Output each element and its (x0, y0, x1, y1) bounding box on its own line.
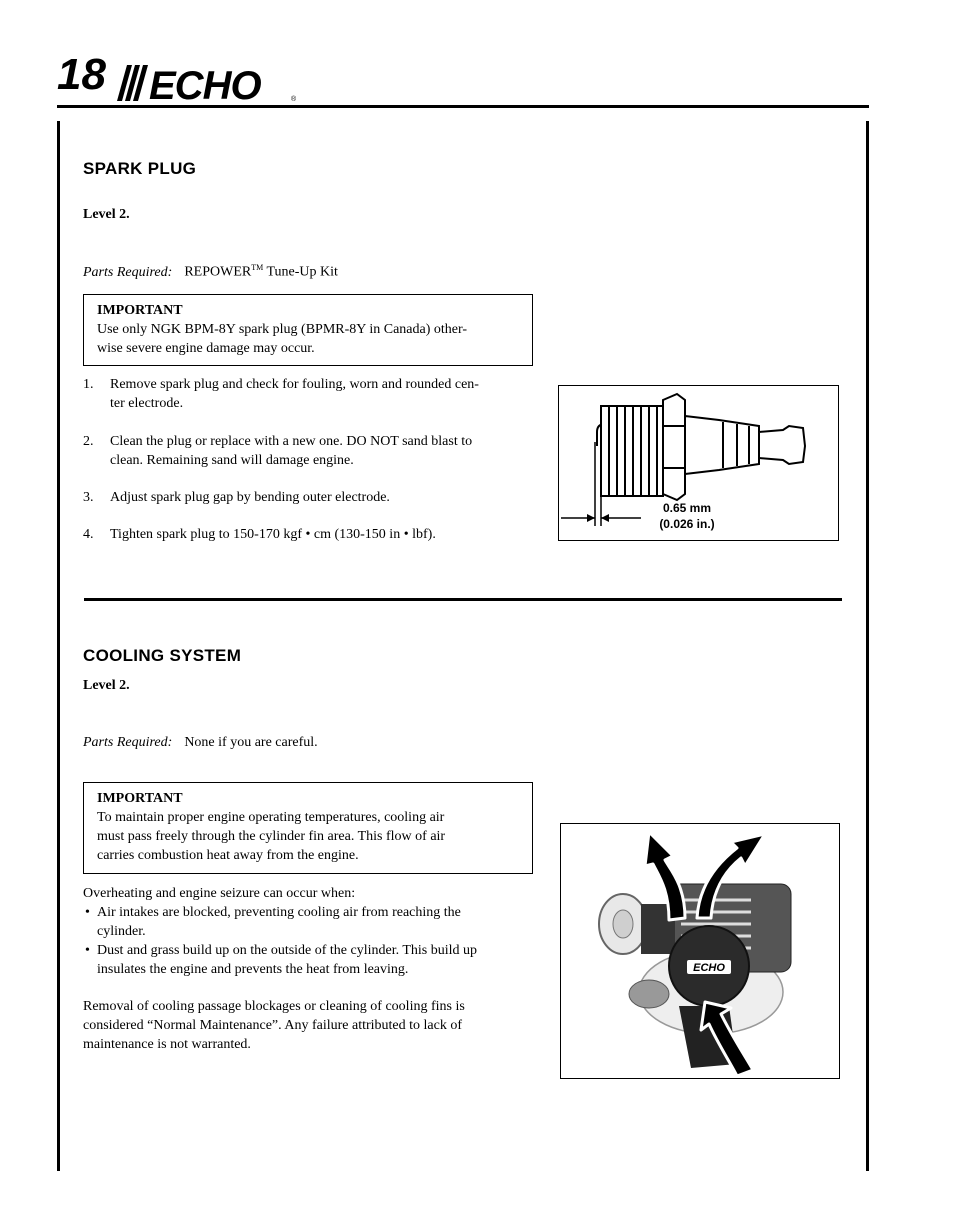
bullet-text: Dust and grass build up on the outside of the cylinder. This build up (97, 943, 478, 958)
spark-plug-level: Level 2. (83, 207, 130, 222)
cooling-level: Level 2. (83, 678, 130, 693)
parts-value-post: Tune-Up Kit (263, 264, 338, 280)
important-line: To maintain proper engine operating temperatures, cooling air (97, 810, 445, 825)
bullet-item (83, 903, 533, 941)
right-margin-line (866, 121, 869, 1171)
step-text: Clean the plug or replace with a new one. DO NOT sand blast to (110, 434, 473, 449)
important-line: wise severe engine damage may occur. (97, 341, 315, 356)
important-heading: IMPORTANT (97, 303, 183, 318)
closing-text: considered “Normal Maintenance”. Any failure attributed to lack of (83, 1018, 463, 1033)
cooling-body (83, 884, 533, 1054)
step-number: 4. (83, 527, 94, 542)
spark-plug-heading: SPARK PLUG (83, 159, 197, 178)
step-text: Adjust spark plug gap by bending outer electrode. (110, 490, 390, 505)
parts-label: Parts Required: (83, 735, 173, 750)
step-number: 1. (83, 377, 94, 392)
gap-measurement (647, 500, 727, 532)
step-text: Tighten spark plug to 150-170 kgf • cm (130-150 in • lbf). (110, 527, 436, 542)
logo-text: ECHO (149, 64, 261, 103)
parts-value: None if you are careful. (184, 735, 318, 750)
bullet-text: Air intakes are blocked, preventing cooling air from reaching the (97, 905, 461, 920)
bullet-icon: • (85, 943, 90, 958)
important-heading: IMPORTANT (97, 791, 183, 806)
step-text: ter electrode. (110, 396, 184, 411)
important-line: carries combustion heat away from the engine. (97, 848, 359, 863)
gap-in: (0.026 in.) (659, 517, 715, 531)
engine-figure (560, 823, 840, 1079)
section-divider (84, 598, 842, 601)
cooling-system-heading: COOLING SYSTEM (83, 646, 242, 665)
bullet-text: insulates the engine and prevents the heat from leaving. (97, 962, 409, 977)
spark-plug-parts (83, 263, 338, 281)
bullet-icon: • (85, 905, 90, 920)
spark-plug-figure (558, 385, 839, 541)
step-item (83, 375, 528, 413)
important-line: Use only NGK BPM-8Y spark plug (BPMR-8Y in Canada) other- (97, 322, 468, 337)
closing-text: Removal of cooling passage blockages or cleaning of cooling fins is (83, 999, 465, 1014)
header-rule (57, 105, 869, 108)
spark-plug-important-box (83, 294, 533, 366)
parts-value: REPOWER (184, 264, 252, 280)
step-text: Remove spark plug and check for fouling, worn and rounded cen- (110, 377, 479, 392)
echo-logo (113, 57, 303, 103)
cooling-intro: Overheating and engine seizure can occur when: (83, 886, 356, 901)
page-number: 18 (57, 50, 106, 99)
parts-label: Parts Required: (83, 264, 173, 280)
bullet-item (83, 941, 533, 979)
trademark: TM (251, 263, 264, 272)
left-margin-line (57, 121, 60, 1171)
step-number: 2. (83, 434, 94, 449)
step-item (83, 488, 528, 507)
cooling-important-box (83, 782, 533, 874)
engine-logo-text: ECHO (693, 962, 725, 974)
step-number: 3. (83, 490, 94, 505)
step-text: clean. Remaining sand will damage engine. (110, 453, 354, 468)
step-item (83, 432, 528, 470)
cooling-parts (83, 735, 318, 751)
svg-text:®: ® (291, 96, 297, 103)
engine-illustration (561, 824, 839, 1078)
bullet-text: cylinder. (97, 924, 146, 939)
important-line: must pass freely through the cylinder fin area. This flow of air (97, 829, 446, 844)
step-item (83, 525, 528, 544)
gap-mm: 0.65 mm (662, 501, 712, 515)
closing-text: maintenance is not warranted. (83, 1037, 251, 1052)
